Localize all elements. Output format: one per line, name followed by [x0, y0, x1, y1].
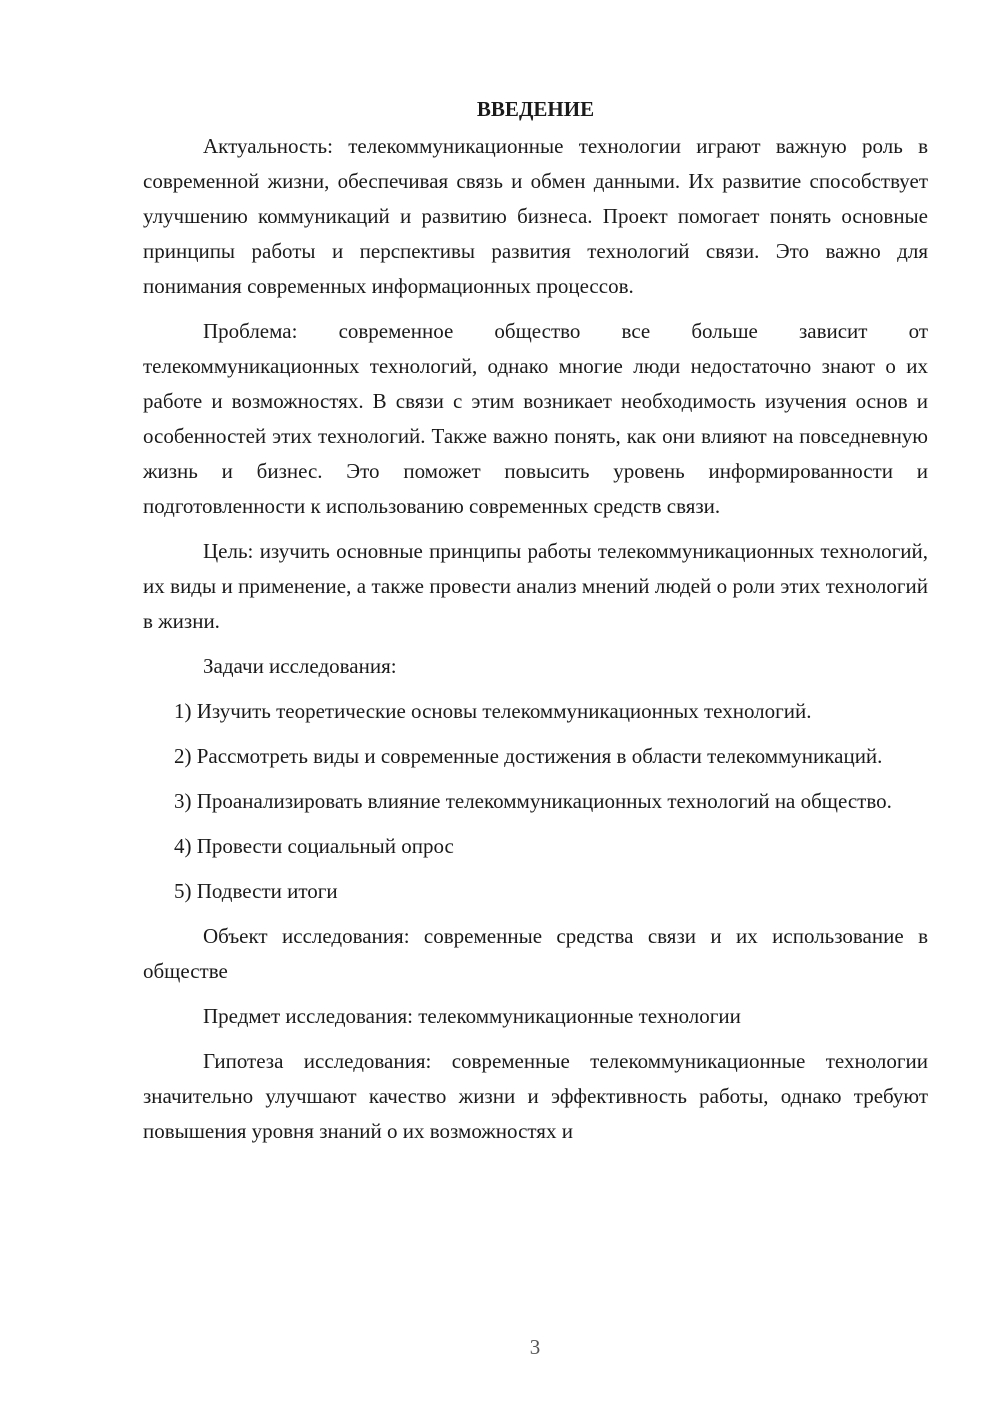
relevance-paragraph: Актуальность: телекоммуникационные технологии играют важную роль в современной жизни, обеспечивая связь и обмен данными. Их развитие способствует улучшению коммуникаций и развитию бизнеса. Проект помогает понять основные принципы работы и перспективы развития технологий связи. Это важно для понимания современных информационных процессов. — [143, 134, 928, 298]
page-number: 3 — [529, 1335, 541, 1359]
task-item-3: 3) Проанализировать влияние телекоммуникационных технологий на общество. — [174, 789, 892, 813]
task-item-4: 4) Провести социальный опрос — [174, 834, 454, 858]
section-title: ВВЕДЕНИЕ — [476, 97, 595, 121]
task-item-2: 2) Рассмотреть виды и современные достижения в области телекоммуникаций. — [174, 744, 883, 768]
problem-paragraph: Проблема: современное общество все больше зависит от телекоммуникационных технологий, однако многие люди недостаточно знают о их работе и возможностях. В связи с этим возникает необходимость изучения основ и особенностей этих технологий. Также важно понять, как они влияют на повседневную жизнь и бизнес. Это поможет повысить уровень информированности и подготовленности к использованию современных средств связи. — [143, 319, 928, 518]
task-item-5: 5) Подвести итоги — [174, 879, 338, 903]
document-body — [143, 92, 928, 1149]
hypothesis-paragraph: Гипотеза исследования: современные телекоммуникационные технологии значительно улучшают качество жизни и эффективность работы, однако требуют повышения уровня знаний о их возможностях и — [143, 1049, 928, 1143]
object-paragraph: Объект исследования: современные средства связи и их использование в обществе — [143, 924, 928, 983]
tasks-heading: Задачи исследования: — [203, 654, 397, 678]
subject-paragraph: Предмет исследования: телекоммуникационные технологии — [203, 1004, 741, 1028]
task-item-1: 1) Изучить теоретические основы телекоммуникационных технологий. — [174, 699, 812, 723]
goal-paragraph: Цель: изучить основные принципы работы телекоммуникационных технологий, их виды и применение, а также провести анализ мнений людей о роли этих технологий в жизни. — [143, 539, 928, 633]
